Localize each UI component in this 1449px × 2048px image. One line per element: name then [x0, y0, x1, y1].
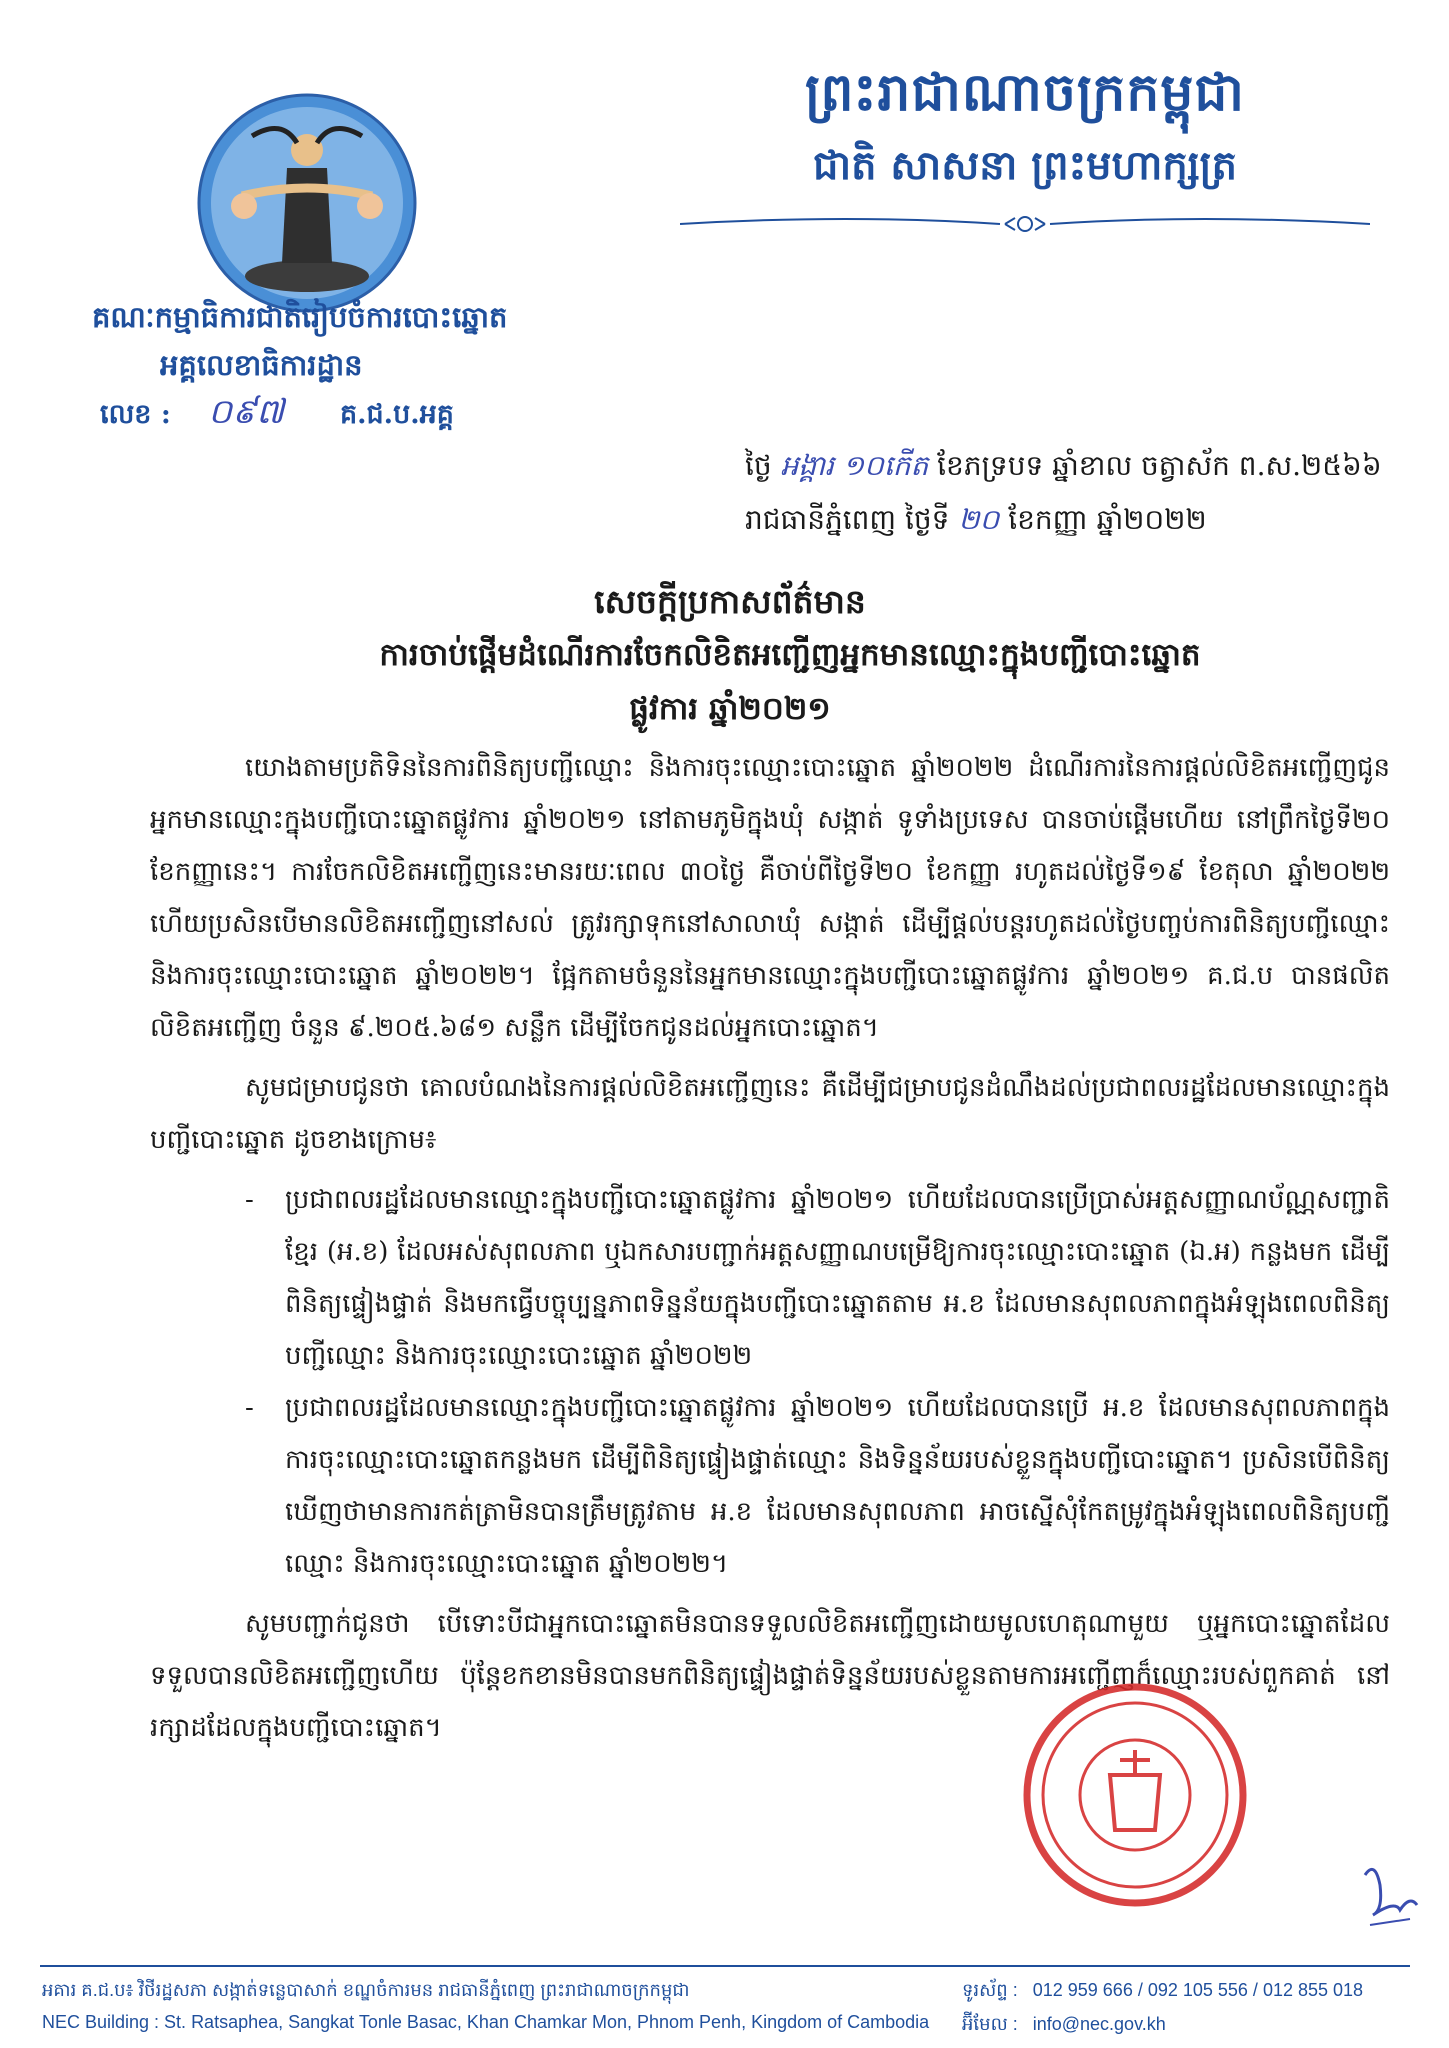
bullet-text: ប្រជាពលរដ្ឋដែលមានឈ្មោះក្នុងបញ្ជីបោះឆ្នោតផ្លូវការ ឆ្នាំ២០២១ ហើយដែលបានប្រើ អ.ខ ដែលមានសុពលភាពក្នុងការចុះឈ្មោះបោះឆ្នោតកន្លងមក ដើម្បីពិនិត្យផ្ទៀងផ្ទាត់ឈ្មោះ និងទិន្នន័យរបស់ខ្លួនក្នុងបញ្ជីបោះឆ្នោត។ ប្រសិនបើពិនិត្យឃើញថាមានការកត់ត្រាមិនបានត្រឹមត្រូវតាម អ.ខ ដែលមានសុពលភាព អាចស្នើសុំកែតម្រូវក្នុងអំឡុងពេលពិនិត្យបញ្ជីឈ្មោះ និងការចុះឈ្មោះបោះឆ្នោត ឆ្នាំ២០២២។	[285, 1393, 1390, 1579]
signature-icon	[1355, 1855, 1425, 1935]
footer-address-khmer: អគារ គ.ជ.ប៖ វិថីរដ្ឋសភា សង្កាត់ទន្លេបាសាក់ ខណ្ឌចំការមន រាជធានីភ្នំពេញ ព្រះរាជាណាចក្រកម្ពុជា	[42, 1980, 690, 2000]
bullet-item	[150, 1174, 1390, 1382]
body-bullet-list	[150, 1174, 1390, 1590]
footer-email	[962, 2012, 1166, 2039]
lunar-date-prefix: ថ្ងៃ	[745, 449, 772, 482]
kingdom-motto: ជាតិ សាសនា ព្រះមហាក្សត្រ	[813, 142, 1237, 189]
lunar-date-suffix: ខែភទ្របទ ឆ្នាំខាល ចត្វាស័ក ព.ស.២៥៦៦	[937, 449, 1382, 482]
phone-numbers: 012 959 666 / 092 105 556 / 012 855 018	[1032, 1980, 1364, 2000]
lunar-date	[745, 448, 1382, 489]
reference-number: ០៩៧	[208, 392, 285, 432]
nec-emblem-icon	[182, 88, 432, 318]
solar-date-handwritten: ២០	[958, 503, 1000, 536]
bullet-item	[150, 1382, 1390, 1590]
lunar-date-handwritten: អង្គារ ១០កើត	[780, 449, 929, 482]
footer-address-english: NEC Building : St. Ratsaphea, Sangkat Tonle Basac, Khan Chamkar Mon, Phnom Penh, Kingdom of Cambodia	[42, 2012, 930, 2032]
org-subdivision: អគ្គលេខាធិការដ្ឋាន	[160, 348, 363, 382]
ornament-divider-icon	[680, 212, 1370, 236]
reference-code: គ.ជ.ប.អគ្គ	[340, 399, 454, 430]
body-paragraph: សូមបញ្ជាក់ជូនថា បើទោះបីជាអ្នកបោះឆ្នោតមិនបានទទួលលិខិតអញ្ជើញដោយមូលហេតុណាមួយ ឬអ្នកបោះឆ្នោតដែលទទួលបានលិខិតអញ្ជើញហើយ ប៉ុន្តែខកខានមិនបានមកពិនិត្យផ្ទៀងផ្ទាត់ទិន្នន័យរបស់ខ្លួនតាមការអញ្ជើញក៏ឈ្មោះរបស់ពួកគាត់ នៅរក្សាដដែលក្នុងបញ្ជីបោះឆ្នោត។	[150, 1609, 1390, 1743]
solar-date	[745, 502, 1207, 543]
phone-label: ទូរស័ព្ទ :	[962, 1980, 1018, 2000]
footer-divider	[40, 1965, 1410, 1967]
body-paragraph: សូមជម្រាបជូនថា គោលបំណងនៃការផ្តល់លិខិតអញ្ជើញនេះ គឺដើម្បីជម្រាបជូនដំណឹងដល់ប្រជាពលរដ្ឋដែលមានឈ្មោះក្នុងបញ្ជីបោះឆ្នោត ដូចខាងក្រោម៖	[150, 1073, 1390, 1155]
reference-label: លេខ :	[100, 399, 171, 430]
solar-date-prefix: រាជធានីភ្នំពេញ ថ្ងៃទី	[745, 503, 950, 536]
document-subtitle: ការចាប់ផ្តើមដំណើរការចែកលិខិតអញ្ជើញអ្នកមានឈ្មោះក្នុងបញ្ជីបោះឆ្នោត	[379, 637, 1201, 673]
official-seal-icon	[1020, 1680, 1250, 1910]
kingdom-title: ព្រះរាជាណាចក្រកម្ពុជា	[805, 62, 1245, 123]
document-body	[150, 742, 1390, 1762]
document-subtitle-year: ផ្លូវការ ឆ្នាំ២០២១	[629, 691, 831, 727]
solar-date-suffix: ខែកញ្ញា ឆ្នាំ២០២២	[1008, 503, 1207, 536]
bullet-dash: -	[245, 1185, 254, 1215]
bullet-text: ប្រជាពលរដ្ឋដែលមានឈ្មោះក្នុងបញ្ជីបោះឆ្នោតផ្លូវការ ឆ្នាំ២០២១ ហើយដែលបានប្រើប្រាស់អត្តសញ្ញាណប័ណ្ណសញ្ជាតិខ្មែរ (អ.ខ) ដែលអស់សុពលភាព ឬឯកសារបញ្ជាក់អត្តសញ្ញាណបម្រើឱ្យការចុះឈ្មោះបោះឆ្នោត (ឯ.អ) កន្លងមក ដើម្បីពិនិត្យផ្ទៀងផ្ទាត់ និងមកធ្វើបច្ចុប្បន្នភាពទិន្នន័យក្នុងបញ្ជីបោះឆ្នោតតាម អ.ខ ដែលមានសុពលភាពក្នុងអំឡុងពេលពិនិត្យបញ្ជីឈ្មោះ និងការចុះឈ្មោះបោះឆ្នោត ឆ្នាំ២០២២	[285, 1185, 1390, 1371]
email-address[interactable]: info@nec.gov.kh	[1032, 2014, 1166, 2034]
footer-phone	[962, 1978, 1363, 2005]
bullet-dash: -	[245, 1393, 254, 1423]
body-paragraph: យោងតាមប្រតិទិននៃការពិនិត្យបញ្ជីឈ្មោះ និងការចុះឈ្មោះបោះឆ្នោត ឆ្នាំ២០២២ ដំណើរការនៃការផ្តល់លិខិតអញ្ជើញជូនអ្នកមានឈ្មោះក្នុងបញ្ជីបោះឆ្នោតផ្លូវការ ឆ្នាំ២០២១ នៅតាមភូមិក្នុងឃុំ សង្កាត់ ទូទាំងប្រទេស បានចាប់ផ្តើមហើយ នៅព្រឹកថ្ងៃទី២០ ខែកញ្ញានេះ។ ការចែកលិខិតអញ្ជើញនេះមានរយៈពេល ៣០ថ្ងៃ គឺចាប់ពីថ្ងៃទី២០ ខែកញ្ញា រហូតដល់ថ្ងៃទី១៩ ខែតុលា ឆ្នាំ២០២២ ហើយប្រសិនបើមានលិខិតអញ្ជើញនៅសល់ ត្រូវរក្សាទុកនៅសាលាឃុំ សង្កាត់ ដើម្បីផ្តល់បន្តរហូតដល់ថ្ងៃបញ្ចប់ការពិនិត្យបញ្ជីឈ្មោះ និងការចុះឈ្មោះបោះឆ្នោត ឆ្នាំ២០២២។ ផ្អែកតាមចំនួននៃអ្នកមានឈ្មោះក្នុងបញ្ជីបោះឆ្នោតផ្លូវការ ឆ្នាំ២០២១ គ.ជ.ប បានផលិតលិខិតអញ្ជើញ ចំនួន ៩.២០៥.៦៨១ សន្លឹក ដើម្បីចែកជូនដល់អ្នកបោះឆ្នោត។	[150, 753, 1390, 1043]
email-label: អ៊ីមែល :	[962, 2014, 1018, 2034]
org-name: គណៈកម្មាធិការជាតិរៀបចំការបោះឆ្នោត	[92, 300, 508, 334]
document-title: សេចក្តីប្រកាសព័ត៌មាន	[594, 582, 866, 621]
